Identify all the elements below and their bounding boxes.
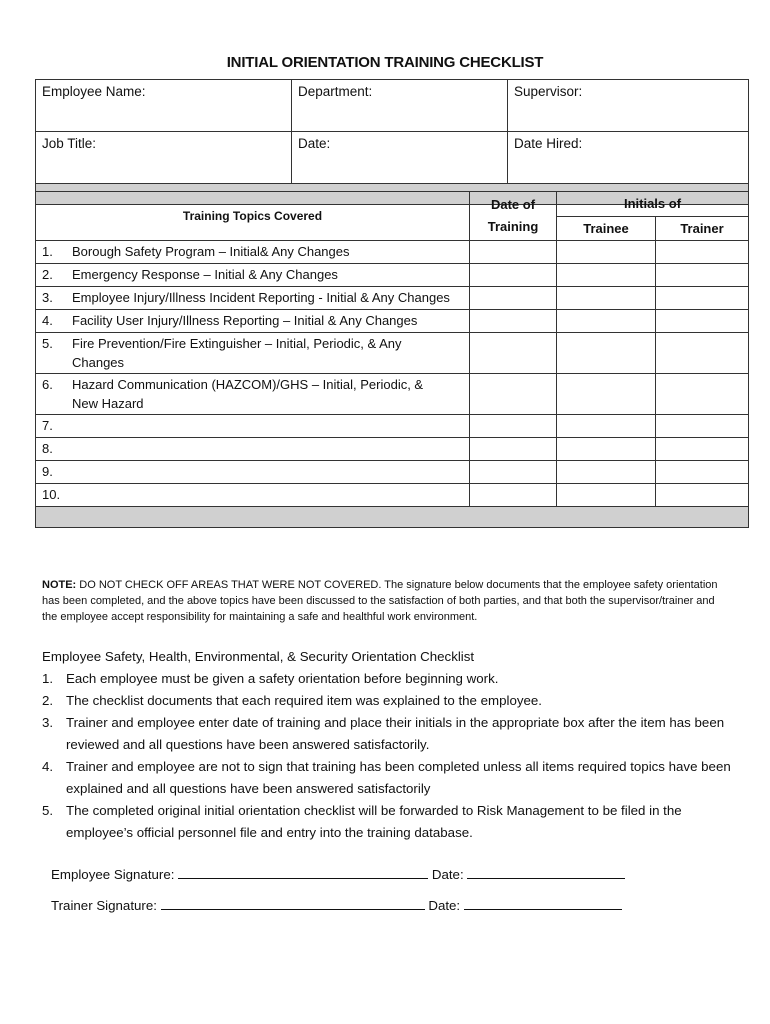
trainer-initials-cell[interactable] (656, 438, 749, 461)
employee-date-label: Date: (431, 867, 464, 882)
date-of-training-cell[interactable] (470, 310, 557, 333)
employee-info-table (35, 79, 749, 205)
training-label: Training (487, 219, 539, 234)
trainee-initials-cell[interactable] (557, 461, 656, 484)
instruction-number: 4. (42, 759, 54, 774)
trainee-initials-cell[interactable] (557, 438, 656, 461)
topics-column-header: Training Topics Covered (36, 192, 470, 241)
topic-row (36, 438, 749, 461)
employee-name-label: Employee Name: (42, 84, 146, 99)
instruction-number: 5. (42, 803, 54, 818)
topic-cell (36, 241, 470, 264)
date-hired-label: Date Hired: (514, 136, 583, 151)
topic-cell (36, 438, 470, 461)
date-field[interactable] (292, 132, 508, 184)
trainer-signature-row (51, 897, 622, 913)
topic-number: 4. (42, 313, 53, 328)
instruction-item (42, 800, 732, 844)
topic-number: 9. (42, 464, 53, 479)
trainer-initials-cell[interactable] (656, 374, 749, 415)
trainee-initials-cell[interactable] (557, 333, 656, 374)
trainee-initials-cell[interactable] (557, 310, 656, 333)
topic-row (36, 415, 749, 438)
trainer-initials-cell[interactable] (656, 333, 749, 374)
employee-date-line[interactable] (467, 866, 625, 879)
trainer-signature-line[interactable] (161, 897, 425, 910)
trainer-initials-cell[interactable] (656, 264, 749, 287)
trainer-initials-cell[interactable] (656, 484, 749, 507)
trainee-initials-cell[interactable] (557, 484, 656, 507)
instruction-text: Each employee must be given a safety orientation before beginning work. (66, 671, 499, 686)
topic-row (36, 264, 749, 287)
topic-number: 10. (42, 487, 61, 502)
topic-cell (36, 484, 470, 507)
shaded-divider-bottom (36, 507, 749, 528)
trainer-date-line[interactable] (464, 897, 622, 910)
date-hired-field[interactable] (508, 132, 749, 184)
topic-number: 6. (42, 377, 53, 392)
instructions-section (42, 646, 732, 844)
topic-number: 7. (42, 418, 53, 433)
trainer-initials-cell[interactable] (656, 461, 749, 484)
instruction-item (42, 712, 732, 756)
topic-text: Employee Injury/Illness Incident Reporting - Initial & Any Changes (72, 290, 450, 305)
trainer-header: Trainer (656, 216, 749, 241)
topic-cell (36, 415, 470, 438)
supervisor-label: Supervisor: (514, 84, 583, 99)
training-topics-table (35, 191, 749, 528)
topic-text: Hazard Communication (HAZCOM)/GHS – Initial, Periodic, & New Hazard (72, 377, 424, 411)
topic-cell (36, 461, 470, 484)
trainer-initials-cell[interactable] (656, 241, 749, 264)
trainer-initials-cell[interactable] (656, 287, 749, 310)
date-of-training-cell[interactable] (470, 484, 557, 507)
instructions-list (42, 668, 732, 844)
date-of-training-cell[interactable] (470, 264, 557, 287)
topic-row (36, 241, 749, 264)
supervisor-field[interactable] (508, 80, 749, 132)
job-title-label: Job Title: (42, 136, 97, 151)
employee-signature-row (51, 866, 625, 882)
date-of-training-cell[interactable] (470, 374, 557, 415)
instruction-item (42, 690, 732, 712)
trainer-initials-cell[interactable] (656, 310, 749, 333)
topic-row (36, 287, 749, 310)
instruction-item (42, 756, 732, 800)
topic-number: 2. (42, 267, 53, 282)
topic-cell (36, 264, 470, 287)
department-field[interactable] (292, 80, 508, 132)
trainee-initials-cell[interactable] (557, 287, 656, 310)
topic-text: Fire Prevention/Fire Extinguisher – Initial, Periodic, & Any Changes (72, 336, 402, 370)
date-of-training-cell[interactable] (470, 333, 557, 374)
instruction-text: The completed original initial orientation checklist will be forwarded to Risk Management to be filed in the employee’s official personnel file and entry into the training database. (66, 803, 682, 840)
initials-of-header: Initials of (557, 192, 749, 217)
date-of-training-cell[interactable] (470, 438, 557, 461)
date-of-training-header (470, 192, 557, 241)
topic-text: Emergency Response – Initial & Any Changes (72, 267, 338, 282)
trainee-initials-cell[interactable] (557, 241, 656, 264)
topic-cell (36, 310, 470, 333)
trainee-initials-cell[interactable] (557, 264, 656, 287)
instruction-text: Trainer and employee enter date of training and place their initials in the appropriate box after the item has been reviewed and all questions have been answered satisfactorily. (66, 715, 725, 752)
topic-number: 8. (42, 441, 53, 456)
trainer-signature-label: Trainer Signature: (51, 898, 157, 913)
date-of-training-cell[interactable] (470, 461, 557, 484)
date-of-label: Date of (490, 197, 536, 212)
department-label: Department: (298, 84, 373, 99)
employee-signature-line[interactable] (178, 866, 428, 879)
trainer-date-label: Date: (428, 898, 461, 913)
date-of-training-cell[interactable] (470, 241, 557, 264)
topic-number: 1. (42, 244, 53, 259)
topic-cell (36, 333, 470, 374)
job-title-field[interactable] (36, 132, 292, 184)
employee-name-field[interactable] (36, 80, 292, 132)
topic-text: Borough Safety Program – Initial& Any Changes (72, 244, 350, 259)
topic-row (36, 461, 749, 484)
topic-row (36, 374, 749, 415)
note-text: DO NOT CHECK OFF AREAS THAT WERE NOT COVERED. The signature below documents that the employee safety orientation has been completed, and the above topics have been discussed to the satisfaction of both parties, and that both the supervisor/trainer and the employee accept responsibility for maintaining a safe and healthful work environment. (42, 579, 718, 623)
topic-row (36, 333, 749, 374)
trainee-header: Trainee (557, 216, 656, 241)
note-label: NOTE: (42, 579, 77, 591)
topic-row (36, 310, 749, 333)
instruction-number: 3. (42, 715, 54, 730)
instruction-text: Trainer and employee are not to sign that training has been completed unless all items required topics have been explained and all questions have been answered satisfactorily (66, 759, 731, 796)
employee-signature-label: Employee Signature: (51, 867, 175, 882)
instruction-number: 1. (42, 671, 54, 686)
trainee-initials-cell[interactable] (557, 415, 656, 438)
topic-text: Facility User Injury/Illness Reporting – Initial & Any Changes (72, 313, 418, 328)
trainer-initials-cell[interactable] (656, 415, 749, 438)
instruction-text: The checklist documents that each required item was explained to the employee. (66, 693, 542, 708)
topic-number: 5. (42, 336, 53, 351)
topic-row (36, 484, 749, 507)
date-of-training-cell[interactable] (470, 415, 557, 438)
document-title: INITIAL ORIENTATION TRAINING CHECKLIST (226, 54, 544, 71)
instruction-number: 2. (42, 693, 54, 708)
trainee-initials-cell[interactable] (557, 374, 656, 415)
instructions-heading: Employee Safety, Health, Environmental, & Security Orientation Checklist (42, 649, 475, 664)
instruction-item (42, 668, 732, 690)
date-of-training-cell[interactable] (470, 287, 557, 310)
topic-cell (36, 287, 470, 310)
note-paragraph (42, 577, 732, 625)
date-label: Date: (298, 136, 331, 151)
topic-cell (36, 374, 470, 415)
topic-number: 3. (42, 290, 53, 305)
